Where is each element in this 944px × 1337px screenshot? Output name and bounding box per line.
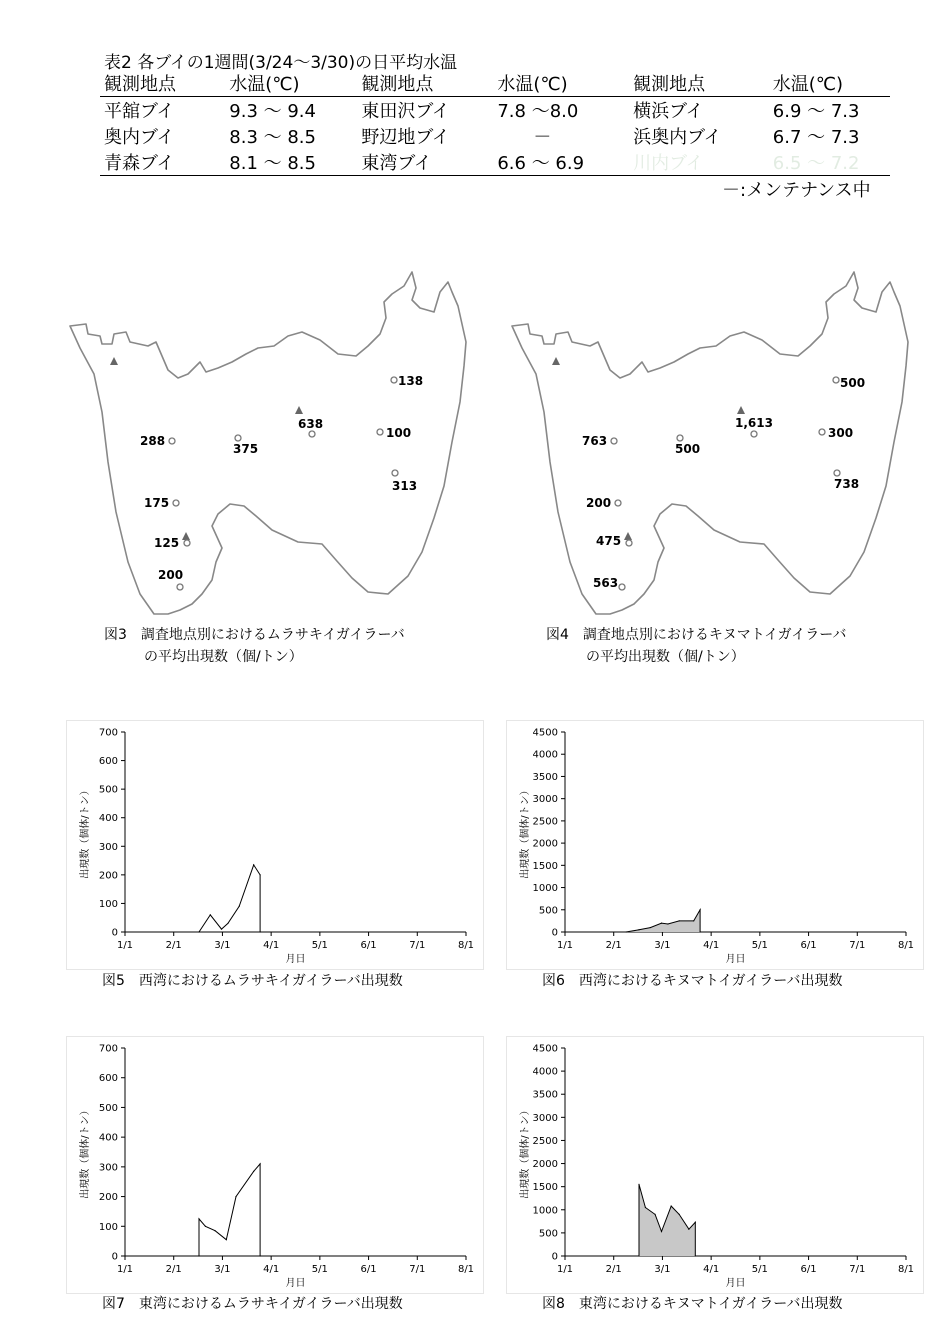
- table-cell: 浜奥内ブイ: [633, 127, 722, 148]
- table-cell: 6.7 ～ 7.3: [772, 127, 860, 148]
- y-tick-label: 500: [98, 1102, 118, 1114]
- x-tick-label: 1/1: [556, 1264, 574, 1275]
- station-point: [677, 435, 683, 441]
- x-tick-label: 7/1: [849, 940, 866, 951]
- y-tick-label: 500: [538, 1228, 558, 1240]
- station-point: [392, 470, 398, 476]
- data-point: [226, 1239, 227, 1240]
- data-point: [260, 1163, 261, 1164]
- y-tick-label: 700: [98, 1043, 118, 1055]
- x-tick-label: 3/1: [214, 1264, 231, 1275]
- y-tick-label: 500: [538, 905, 558, 917]
- station-value: 288: [140, 434, 166, 448]
- y-tick-label: 4500: [532, 1043, 558, 1055]
- y-tick-label: 100: [98, 898, 118, 910]
- y-tick-label: 200: [98, 870, 118, 882]
- table-cell: 川内ブイ: [629, 149, 769, 176]
- table-cell: 東田沢ブイ: [361, 101, 450, 122]
- y-tick-label: 2500: [532, 1135, 558, 1147]
- station-point: [619, 584, 625, 590]
- data-point: [661, 923, 662, 924]
- y-axis-label: 出現数（個体/トン）: [80, 785, 91, 879]
- data-point: [638, 929, 639, 930]
- table-row: [100, 97, 890, 124]
- caption-line: の平均出現数（個/トン）: [144, 649, 303, 665]
- data-point: [650, 927, 651, 928]
- y-tick-label: 0: [551, 927, 558, 939]
- data-point: [221, 929, 222, 930]
- y-tick-label: 1500: [532, 860, 558, 872]
- table-cell: 青森ブイ: [100, 149, 225, 176]
- data-point: [198, 931, 199, 932]
- table-cell: 6.9 ～ 7.3: [772, 101, 860, 122]
- table-cell: 6.6 ～ 6.9: [493, 149, 629, 176]
- x-tick-label: 2/1: [165, 940, 182, 951]
- station-point: [611, 438, 617, 444]
- x-tick-label: 7/1: [409, 1264, 426, 1275]
- station-value: 175: [144, 496, 170, 510]
- table-cell: 8.3 ～ 8.5: [229, 127, 316, 148]
- data-point: [695, 1222, 696, 1223]
- caption-line: の平均出現数（個/トン）: [586, 649, 745, 665]
- table-note: －:メンテナンス中: [722, 180, 871, 201]
- chart-figure-5: [66, 720, 482, 968]
- data-point: [260, 874, 261, 875]
- y-tick-label: 200: [98, 1192, 118, 1204]
- data-point: [695, 1255, 696, 1256]
- station-point: [173, 500, 179, 506]
- x-axis-label: 月日: [285, 954, 306, 965]
- figure-8-caption: 図8 東湾におけるキヌマトイガイラーバ出現数: [542, 1296, 843, 1312]
- data-point: [679, 1214, 680, 1215]
- y-tick-label: 3500: [532, 1089, 558, 1101]
- x-tick-label: 2/1: [605, 1264, 622, 1275]
- coastline: [70, 272, 466, 614]
- y-tick-label: 600: [98, 756, 118, 768]
- station-value: 638: [298, 417, 324, 431]
- x-tick-label: 4/1: [263, 1264, 280, 1275]
- station-value: 763: [582, 434, 608, 448]
- y-tick-label: 1500: [532, 1182, 558, 1194]
- x-tick-label: 6/1: [800, 1264, 817, 1275]
- figure-7-caption: 図7 東湾におけるムラサキイガイラーバ出現数: [102, 1296, 403, 1312]
- water-temp-table: [100, 70, 890, 176]
- station-point: [626, 540, 632, 546]
- data-point: [645, 1207, 646, 1208]
- y-tick-label: 400: [98, 1132, 118, 1144]
- x-tick-label: 2/1: [165, 1264, 182, 1275]
- figure-4-caption: [546, 624, 847, 668]
- x-axis-label: 月日: [285, 1278, 306, 1289]
- x-tick-label: 3/1: [654, 1264, 671, 1275]
- station-point: [391, 377, 397, 383]
- header-cell: 観測地点: [357, 70, 493, 97]
- table-row: [100, 123, 890, 149]
- station-point: [184, 540, 190, 546]
- table-cell: 横浜ブイ: [633, 101, 704, 122]
- table-cell: 7.8 ～8.0: [497, 101, 579, 122]
- station-value: 375: [233, 442, 259, 456]
- data-point: [198, 1218, 199, 1219]
- station-value: 738: [834, 477, 860, 491]
- x-tick-label: 5/1: [751, 940, 768, 951]
- y-tick-label: 0: [551, 1251, 558, 1263]
- station-value: 125: [154, 536, 180, 550]
- header-cell: 水温(℃): [225, 70, 357, 97]
- station-value: 1,613: [735, 416, 773, 430]
- x-tick-label: 2/1: [605, 940, 622, 951]
- y-tick-label: 4000: [532, 1066, 558, 1078]
- y-tick-label: 700: [98, 727, 118, 739]
- station-point: [377, 429, 383, 435]
- series-line: [199, 1164, 260, 1256]
- data-point: [688, 1229, 689, 1230]
- y-tick-label: 4000: [532, 749, 558, 761]
- x-tick-label: 8/1: [457, 940, 475, 951]
- y-tick-label: 1000: [532, 883, 558, 895]
- station-point: [833, 377, 839, 383]
- station-point: [615, 500, 621, 506]
- header-cell: 水温(℃): [493, 70, 629, 97]
- series-line: [199, 865, 260, 932]
- data-point: [638, 1255, 639, 1256]
- table-header-row: [100, 70, 890, 97]
- data-point: [214, 1230, 215, 1231]
- y-axis-label: 出現数（個体/トン）: [80, 1105, 91, 1199]
- data-point: [260, 1255, 261, 1256]
- figure-6-caption: 図6 西湾におけるキヌマトイガイラーバ出現数: [542, 973, 843, 989]
- y-tick-label: 400: [98, 813, 118, 825]
- figure-5-caption: 図5 西湾におけるムラサキイガイラーバ出現数: [102, 973, 403, 989]
- header-cell: 観測地点: [100, 70, 225, 97]
- station-point: [309, 431, 315, 437]
- x-tick-label: 7/1: [409, 940, 426, 951]
- x-tick-label: 1/1: [116, 1264, 134, 1275]
- data-point: [661, 1231, 662, 1232]
- data-point: [679, 920, 680, 921]
- y-tick-label: 500: [98, 784, 118, 796]
- caption-line: 図4 調査地点別におけるキヌマトイガイラーバ: [546, 627, 847, 643]
- station-point: [169, 438, 175, 444]
- buoy-marker-icon: [552, 357, 560, 365]
- coastline: [512, 272, 908, 614]
- x-tick-label: 4/1: [703, 940, 720, 951]
- data-point: [654, 1214, 655, 1215]
- y-tick-label: 2000: [532, 1159, 558, 1171]
- x-tick-label: 7/1: [849, 1264, 866, 1275]
- table-row: [100, 149, 890, 176]
- map-figure-3: [68, 262, 468, 620]
- x-tick-label: 1/1: [116, 940, 134, 951]
- table-cell: 平舘ブイ: [104, 101, 175, 122]
- station-point: [177, 584, 183, 590]
- table-cell: 6.5 ～ 7.2: [769, 149, 890, 176]
- x-tick-label: 3/1: [214, 940, 231, 951]
- data-point: [253, 864, 254, 865]
- data-point: [260, 931, 261, 932]
- y-tick-label: 300: [98, 1162, 118, 1174]
- station-value: 200: [586, 496, 612, 510]
- y-tick-label: 4500: [532, 727, 558, 739]
- data-point: [693, 920, 694, 921]
- header-cell: 水温(℃): [769, 70, 890, 97]
- data-point: [198, 1255, 199, 1256]
- data-point: [253, 1171, 254, 1172]
- map-figure-4: [510, 262, 910, 620]
- y-tick-label: 100: [98, 1221, 118, 1233]
- table-cell: －: [533, 127, 552, 148]
- data-point: [671, 1205, 672, 1206]
- data-point: [227, 923, 228, 924]
- station-point: [819, 429, 825, 435]
- caption-line: 図3 調査地点別におけるムラサキイガイラーバ: [104, 627, 405, 643]
- x-tick-label: 4/1: [263, 940, 280, 951]
- station-point: [751, 431, 757, 437]
- station-value: 475: [596, 534, 622, 548]
- station-value: 500: [840, 376, 866, 390]
- y-tick-label: 2000: [532, 838, 558, 850]
- table-cell: 9.3 ～ 9.4: [229, 101, 316, 122]
- x-tick-label: 8/1: [897, 940, 915, 951]
- table-cell: 東湾ブイ: [357, 149, 493, 176]
- station-point: [235, 435, 241, 441]
- y-tick-label: 3500: [532, 771, 558, 783]
- buoy-marker-icon: [737, 406, 745, 414]
- x-axis-label: 月日: [725, 954, 746, 965]
- x-tick-label: 8/1: [457, 1264, 475, 1275]
- y-tick-label: 0: [111, 927, 118, 939]
- x-tick-label: 6/1: [800, 940, 817, 951]
- data-point: [205, 1226, 206, 1227]
- x-tick-label: 6/1: [360, 1264, 377, 1275]
- station-point: [834, 470, 840, 476]
- series-area: [639, 1184, 695, 1256]
- station-value: 100: [386, 426, 412, 440]
- data-point: [210, 914, 211, 915]
- x-tick-label: 5/1: [311, 940, 328, 951]
- x-tick-label: 5/1: [751, 1264, 768, 1275]
- figure-3-caption: [104, 624, 405, 668]
- y-tick-label: 2500: [532, 816, 558, 828]
- series-area: [626, 910, 700, 932]
- buoy-marker-icon: [182, 532, 190, 540]
- data-point: [239, 906, 240, 907]
- y-tick-label: 0: [111, 1251, 118, 1263]
- chart-figure-8: [506, 1036, 922, 1292]
- table-cell: 8.1 ～ 8.5: [225, 149, 357, 176]
- data-point: [235, 1196, 236, 1197]
- station-value: 300: [828, 426, 854, 440]
- buoy-marker-icon: [110, 357, 118, 365]
- x-tick-label: 8/1: [897, 1264, 915, 1275]
- chart-figure-7: [66, 1036, 482, 1292]
- data-point: [626, 931, 627, 932]
- table-cell: 野辺地ブイ: [361, 127, 450, 148]
- x-tick-label: 6/1: [360, 940, 377, 951]
- station-value: 500: [675, 442, 701, 456]
- y-tick-label: 3000: [532, 1112, 558, 1124]
- chart-figure-6: [506, 720, 922, 968]
- table-cell: 奥内ブイ: [104, 127, 175, 148]
- station-value: 200: [158, 568, 184, 582]
- x-tick-label: 1/1: [556, 940, 574, 951]
- x-tick-label: 5/1: [311, 1264, 328, 1275]
- y-tick-label: 3000: [532, 794, 558, 806]
- y-tick-label: 300: [98, 841, 118, 853]
- table-title: 表2 各ブイの1週間(3/24～3/30)の日平均水温: [104, 53, 458, 73]
- y-axis-label: 出現数（個体/トン）: [520, 785, 531, 879]
- data-point: [667, 923, 668, 924]
- y-axis-label: 出現数（個体/トン）: [520, 1105, 531, 1199]
- data-point: [638, 1184, 639, 1185]
- y-tick-label: 600: [98, 1073, 118, 1085]
- station-value: 563: [593, 576, 619, 590]
- station-value: 138: [398, 374, 424, 388]
- station-value: 313: [392, 479, 418, 493]
- x-tick-label: 4/1: [703, 1264, 720, 1275]
- data-point: [700, 931, 701, 932]
- buoy-marker-icon: [295, 406, 303, 414]
- buoy-marker-icon: [624, 532, 632, 540]
- data-point: [700, 909, 701, 910]
- x-tick-label: 3/1: [654, 940, 671, 951]
- y-tick-label: 1000: [532, 1205, 558, 1217]
- header-cell: 観測地点: [629, 70, 769, 97]
- x-axis-label: 月日: [725, 1278, 746, 1289]
